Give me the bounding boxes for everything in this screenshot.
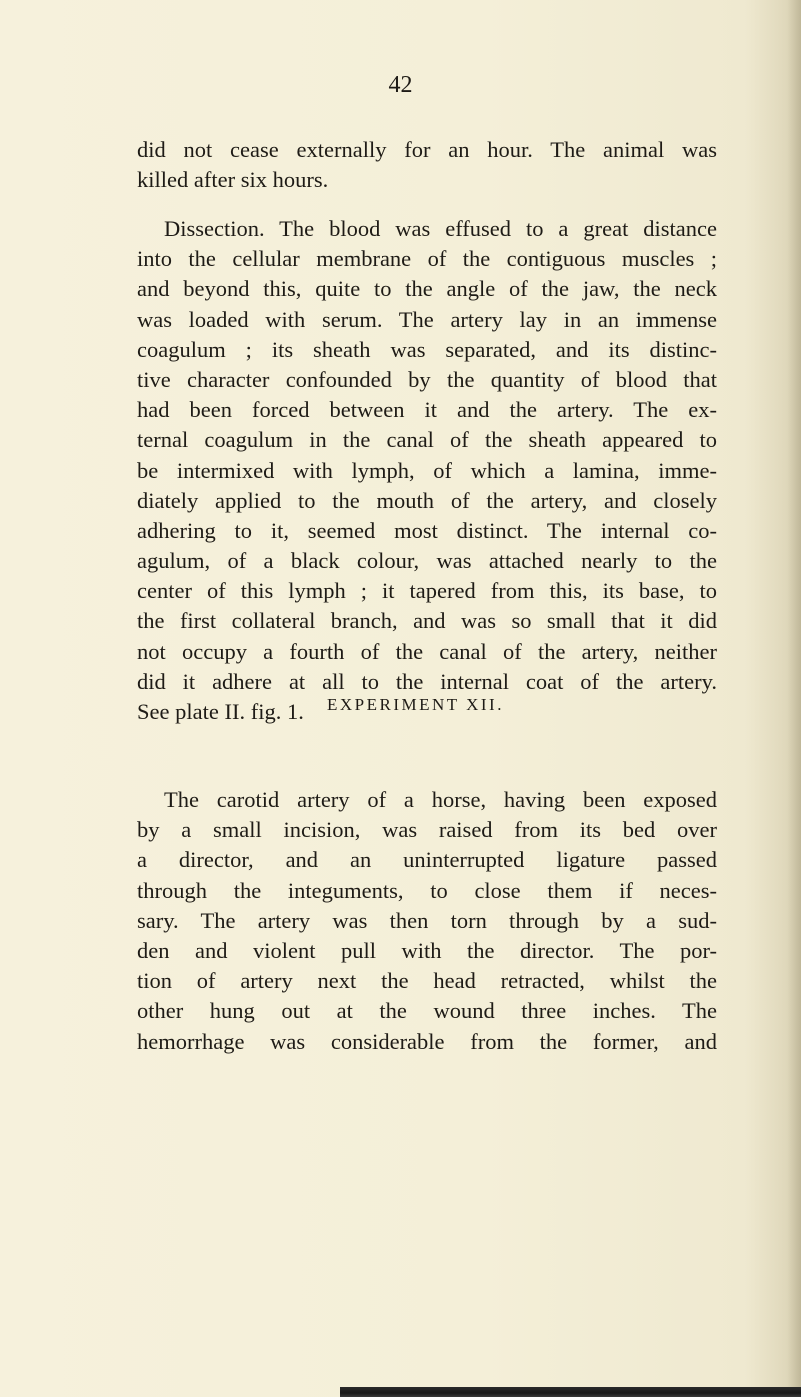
text-line: agulum, of a black colour, was attached nearly to the: [137, 548, 717, 574]
text-line: and beyond this, quite to the angle of the jaw, the neck: [137, 276, 717, 302]
text-line: hemorrhage was considerable from the former, and: [137, 1028, 717, 1054]
text-line: a director, and an uninterrupted ligature passed: [137, 847, 717, 873]
text-line: did it adhere at all to the internal coat of the artery.: [137, 668, 717, 694]
text-line: coagulum ; its sheath was separated, and its distinc-: [137, 336, 717, 362]
text-line: killed after six hours.: [137, 167, 329, 193]
text-line: had been forced between it and the artery. The ex-: [137, 397, 717, 423]
paragraph-experiment: [137, 785, 717, 1057]
text-line: into the cellular membrane of the contiguous muscles ;: [137, 246, 717, 272]
text-line: den and violent pull with the director. The por-: [137, 937, 717, 963]
text-line: The carotid artery of a horse, having been exposed: [164, 787, 717, 812]
text-line: sary. The artery was then torn through by a sud-: [137, 907, 717, 933]
paragraph-dissection: [137, 214, 717, 727]
text-line: Dissection. The blood was effused to a great distance: [164, 216, 717, 241]
text-line: the first collateral branch, and was so small that it did: [137, 608, 717, 634]
text-line: did not cease externally for an hour. The animal was: [137, 137, 717, 162]
bottom-edge-bar: [340, 1387, 801, 1397]
text-line: by a small incision, was raised from its bed over: [137, 817, 717, 843]
text-line: be intermixed with lymph, of which a lamina, imme-: [137, 457, 717, 483]
text-line: not occupy a fourth of the canal of the artery, neither: [137, 638, 717, 664]
text-line: tion of artery next the head retracted, whilst the: [137, 968, 717, 994]
section-heading: EXPERIMENT XII.: [327, 695, 504, 714]
text-line: tive character confounded by the quantity of blood that: [137, 366, 717, 392]
page-number: 42: [388, 72, 413, 98]
text-line: adhering to it, seemed most distinct. The internal co-: [137, 517, 717, 543]
text-line: was loaded with serum. The artery lay in an immense: [137, 306, 717, 332]
text-line: See plate II. fig. 1.: [137, 699, 304, 724]
text-line: through the integuments, to close them if neces-: [137, 877, 717, 903]
text-line: ternal coagulum in the canal of the sheath appeared to: [137, 427, 717, 453]
text-line: center of this lymph ; it tapered from this, its base, to: [137, 578, 717, 604]
paragraph-continued: [137, 135, 717, 195]
text-line: other hung out at the wound three inches. The: [137, 998, 717, 1024]
text-line: diately applied to the mouth of the artery, and closely: [137, 487, 717, 513]
